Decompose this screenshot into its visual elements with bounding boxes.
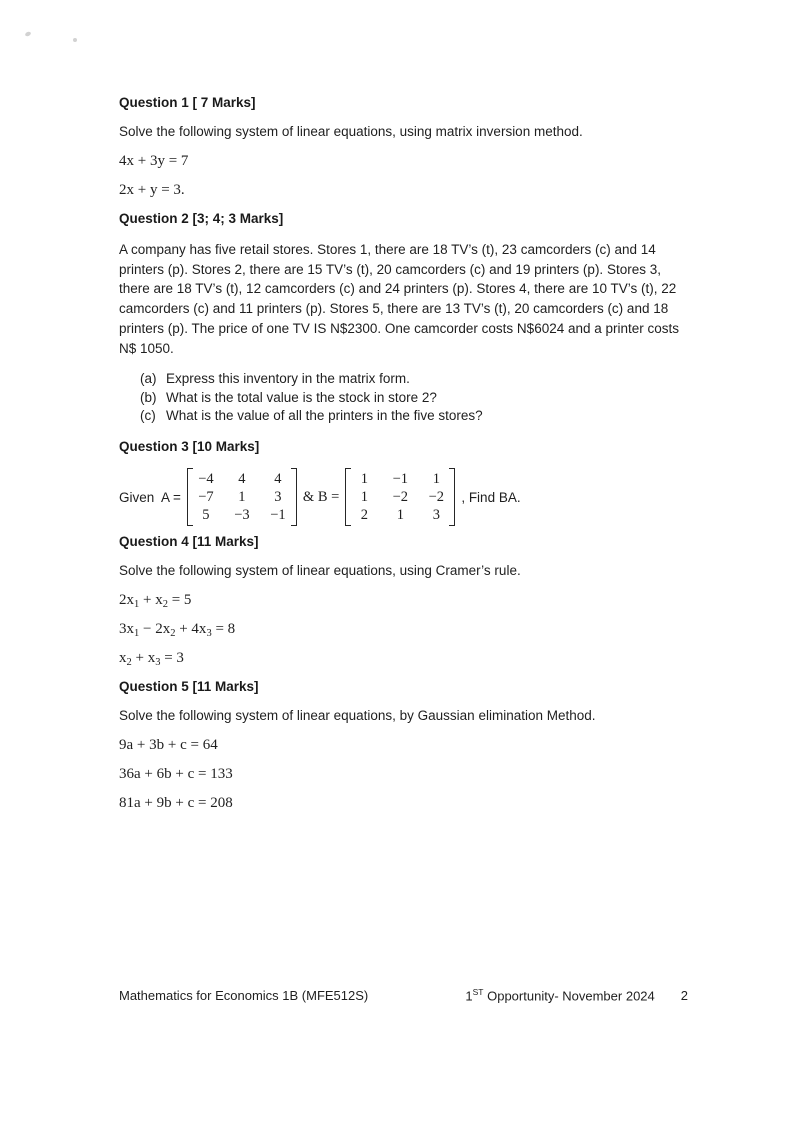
matrix-cell: −1 (392, 471, 409, 488)
footer-session (465, 987, 654, 1003)
matrix-cell: −2 (428, 489, 445, 506)
question-3-heading: Question 3 [10 Marks] (119, 439, 260, 455)
equation: 36a + 6b + c = 133 (119, 766, 233, 783)
page-footer (119, 987, 688, 1003)
matrix-cell: 1 (238, 489, 246, 506)
question-5-intro: Solve the following system of linear equations, by Gaussian elimination Method. (119, 708, 596, 724)
list-item (119, 370, 723, 388)
question-4-heading: Question 4 [11 Marks] (119, 534, 259, 550)
question-1-intro: Solve the following system of linear equations, using matrix inversion method. (119, 124, 583, 139)
list-item (119, 407, 723, 425)
equation: 9a + 3b + c = 64 (119, 737, 218, 754)
footer-session-rest: Opportunity- November 2024 (483, 988, 655, 1004)
matrix-cell: 1 (360, 471, 368, 488)
question-1-heading: Question 1 [ 7 Marks] (119, 95, 256, 110)
list-item-text: What is the total value is the stock in store 2? (166, 389, 437, 405)
question-5-heading: Question 5 [11 Marks] (119, 679, 259, 695)
list-item-text: What is the value of all the printers in the five stores? (166, 408, 483, 424)
list-item-label: (c) (140, 408, 156, 424)
question-3-given-line (119, 468, 723, 526)
find-suffix: , Find BA. (461, 489, 521, 505)
matrix-joiner: & B = (302, 488, 340, 505)
paragraph-line: printers (p). Stores 2, there are 15 TV’s (t), 20 camcorders (c) and 19 printers (p). Stores 3, (119, 261, 661, 277)
matrix-cell: −7 (198, 489, 214, 506)
list-item-text: Express this inventory in the matrix form. (166, 371, 410, 387)
page-content (119, 95, 723, 824)
question-2-paragraph (119, 240, 723, 358)
paragraph-line: camcorders (c) and 11 printers (p). Stores 5, there are 13 TV’s (t), 20 camcorders (c) and 18 (119, 301, 669, 317)
list-item-label: (b) (140, 389, 157, 405)
list-item-label: (a) (140, 371, 157, 387)
matrix-cell: 2 (360, 507, 368, 524)
matrix-a (187, 468, 297, 526)
matrix-cell: 5 (202, 507, 210, 524)
scan-artifact (24, 31, 31, 37)
scan-artifact (73, 38, 77, 42)
matrix-cell: 1 (360, 489, 368, 506)
matrix-cell: 1 (396, 507, 404, 524)
equation: 4x + 3y = 7 (119, 153, 189, 169)
equation: $3x_1 - 2x_2 + 4x_3 = 8$ (119, 621, 236, 640)
paragraph-line: printers (p). The price of one TV IS N$2300. One camcorder costs N$6024 and a printer costs (119, 320, 680, 336)
question-2-subparts (119, 370, 723, 425)
matrix-cell: 1 (432, 471, 440, 488)
question-2-heading: Question 2 [3; 4; 3 Marks] (119, 211, 284, 226)
matrix-cell: 3 (274, 489, 282, 506)
list-item (119, 389, 723, 407)
equation: $2x_1 + x_2 = 5$ (119, 592, 192, 611)
matrix-cell: 4 (238, 471, 246, 488)
question-4-intro: Solve the following system of linear equations, using Cramer’s rule. (119, 563, 521, 579)
paragraph-line: there are 18 TV’s (t), 12 camcorders (c) and 24 printers (p). Stores 4, there are 10 TV’s (t), 22 (119, 281, 677, 297)
footer-session-number: 1 (465, 988, 473, 1004)
matrix-cell: −3 (234, 507, 250, 524)
matrix-b (345, 468, 455, 526)
equation: 2x + y = 3. (119, 182, 185, 198)
matrix-cell: −1 (270, 507, 286, 524)
paragraph-line: A company has five retail stores. Stores 1, there are 18 TV’s (t), 23 camcorders (c) and 14 (119, 242, 656, 257)
footer-session-ordinal: ST (472, 987, 484, 997)
matrix-cell: −2 (392, 489, 409, 506)
paragraph-line: N$ 1050. (119, 340, 174, 356)
footer-page-number: 2 (680, 988, 688, 1004)
footer-course: Mathematics for Economics 1B (MFE512S) (119, 988, 369, 1004)
given-prefix: Given A = (119, 489, 181, 505)
matrix-cell: 3 (432, 507, 440, 524)
equation: $x_2 + x_3 = 3$ (119, 650, 184, 669)
matrix-cell: 4 (274, 471, 282, 488)
matrix-cell: −4 (198, 471, 214, 488)
equation: 81a + 9b + c = 208 (119, 795, 233, 812)
